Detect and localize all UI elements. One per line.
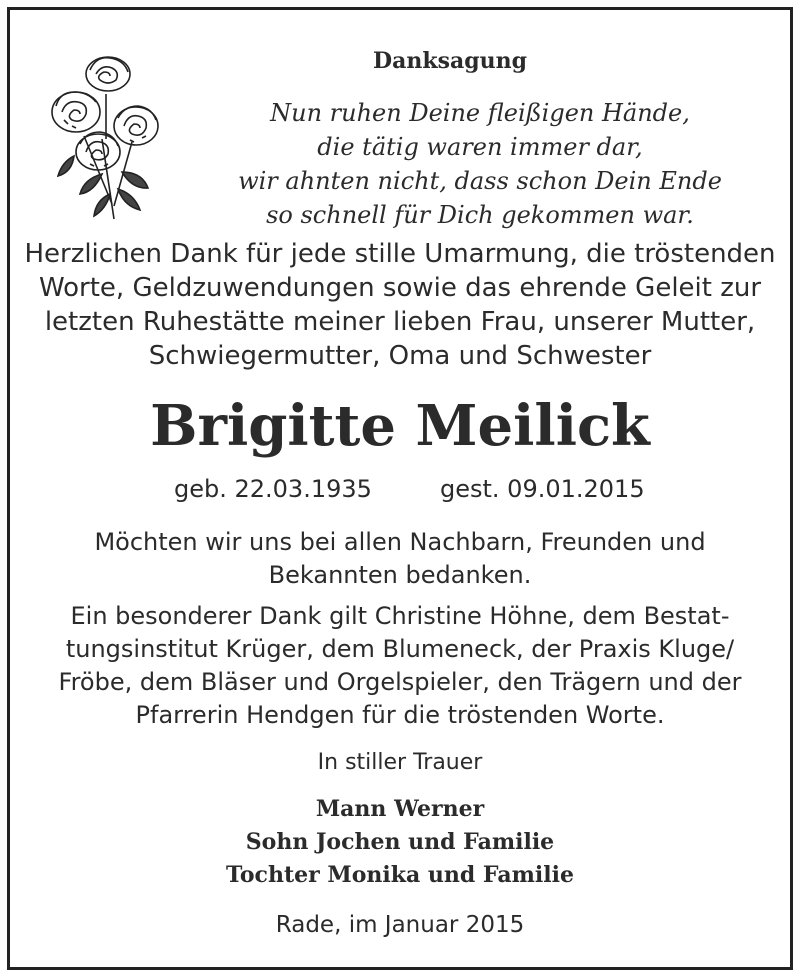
obituary-notice: [7, 7, 793, 970]
roses-bouquet-icon: [44, 44, 164, 222]
intro-paragraph: [10, 237, 790, 373]
family-member: Sohn Jochen und Familie: [245, 829, 555, 855]
thanks-line: Pfarrerin Hendgen für die tröstenden Worte.: [135, 701, 665, 729]
notice-title: Danksagung: [373, 48, 527, 74]
family-member: Tochter Monika und Familie: [226, 862, 574, 888]
intro-line: Schwiegermutter, Oma und Schwester: [148, 341, 652, 371]
poem-line: so schnell für Dich gekommen war.: [266, 201, 694, 229]
birth-date: geb. 22.03.1935: [174, 475, 372, 503]
family-list: [10, 793, 790, 892]
thanks-line: Bekannten bedanken.: [268, 561, 532, 589]
thanks-line: Fröbe, dem Bläser und Orgelspieler, den Trägern und der: [58, 668, 742, 696]
intro-line: letzten Ruhestätte meiner lieben Frau, unserer Mutter,: [44, 307, 756, 337]
thanks-line: tungsinstitut Krüger, dem Blumeneck, der Praxis Kluge/: [65, 635, 735, 663]
death-date: gest. 09.01.2015: [440, 475, 645, 503]
thanks-neighbors: [10, 526, 790, 592]
poem-line: die tätig waren immer dar,: [317, 133, 643, 161]
poem: [200, 96, 760, 232]
thanks-line: Ein besonderer Dank gilt Christine Höhne, dem Bestat-: [70, 602, 730, 630]
intro-line: Herzlichen Dank für jede stille Umarmung, die tröstenden: [24, 239, 776, 269]
deceased-name: Brigitte Meilick: [150, 393, 650, 459]
intro-line: Worte, Geldzuwendungen sowie das ehrende Geleit zur: [38, 273, 762, 303]
thanks-special: [10, 600, 790, 732]
family-member: Mann Werner: [315, 796, 485, 822]
poem-line: Nun ruhen Deine fleißigen Hände,: [270, 99, 690, 127]
thanks-line: Möchten wir uns bei allen Nachbarn, Freunden und: [94, 528, 706, 556]
mourning-label: In stiller Trauer: [317, 750, 483, 775]
poem-line: wir ahnten nicht, dass schon Dein Ende: [238, 167, 722, 195]
place-date: Rade, im Januar 2015: [275, 912, 525, 938]
